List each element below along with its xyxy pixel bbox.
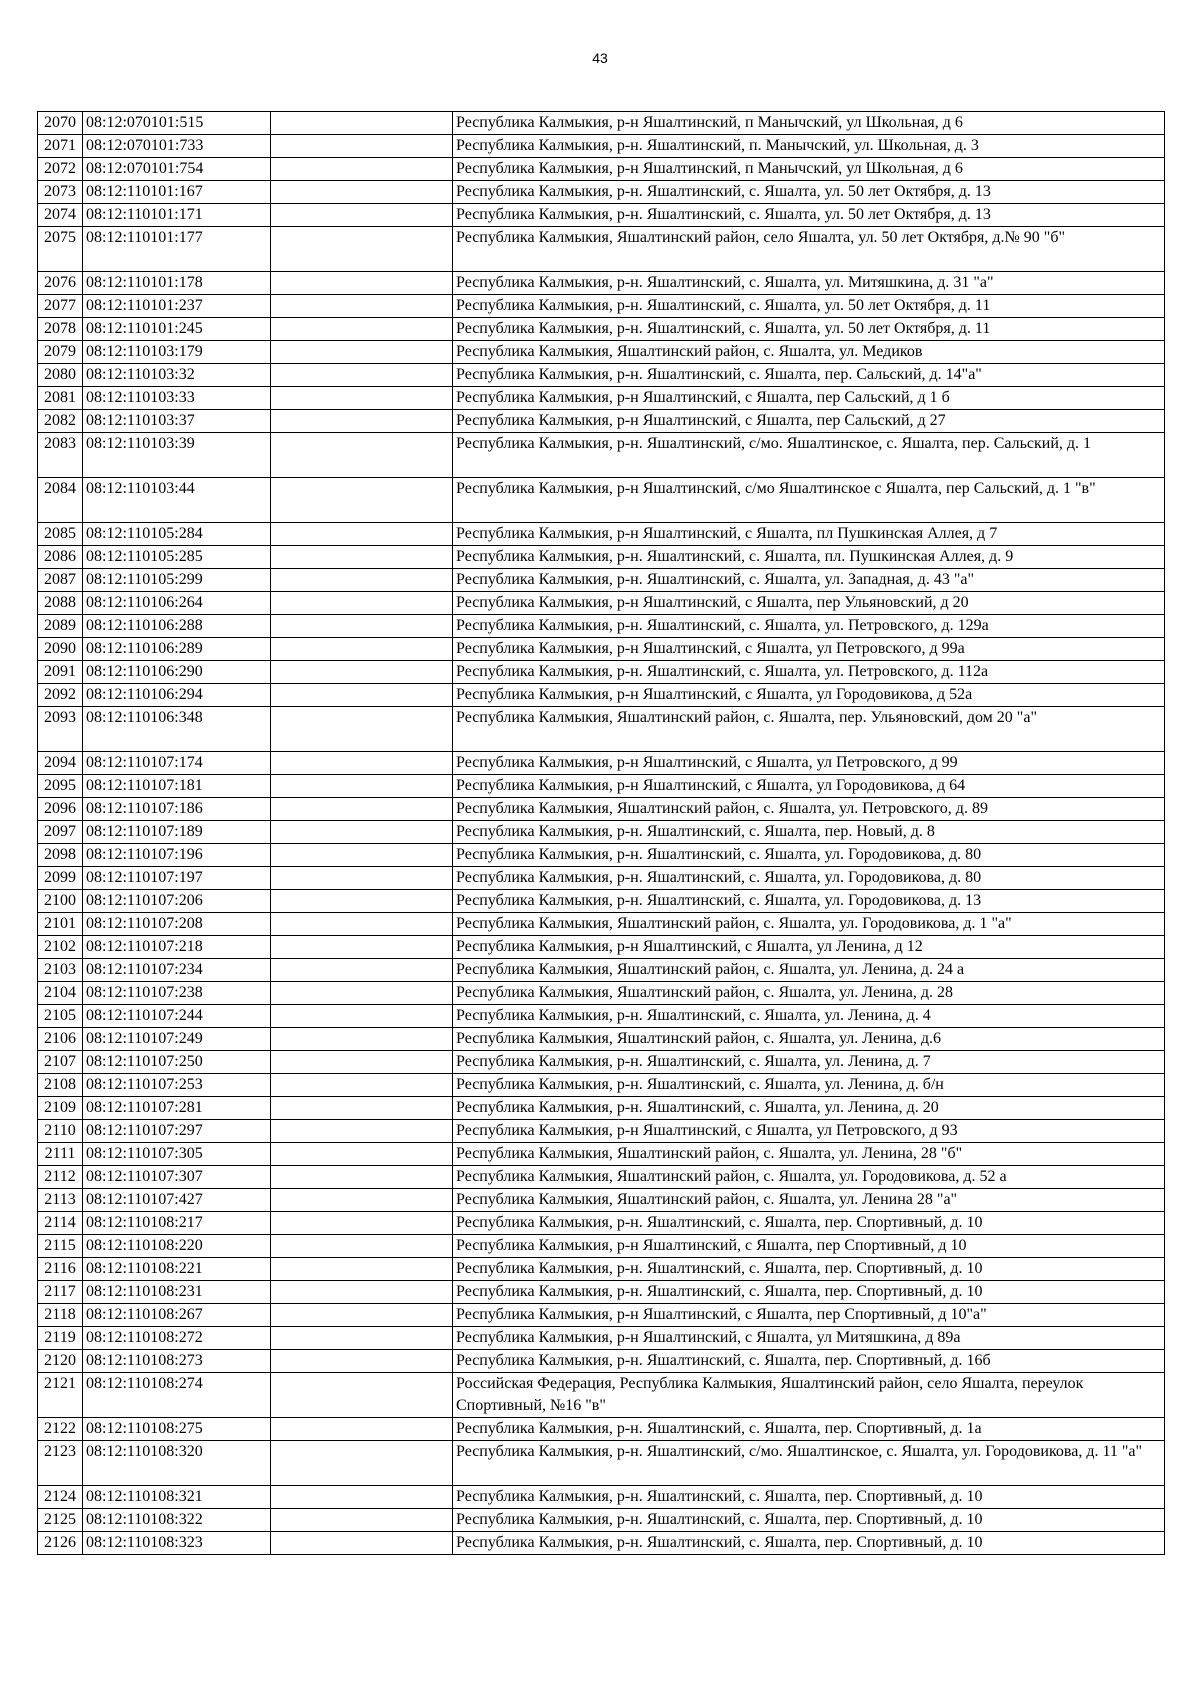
- cadastral-number-cell: 08:12:110107:238: [83, 982, 271, 1005]
- address-cell: Республика Калмыкия, р-н. Яшалтинский, с. Яшалта, ул. Ленина, д. 4: [453, 1005, 1165, 1028]
- cadastral-number-cell: 08:12:110103:33: [83, 387, 271, 410]
- address-cell: Республика Калмыкия, Яшалтинский район, с. Яшалта, ул. Петровского, д. 89: [453, 798, 1165, 821]
- row-number-cell: 2087: [38, 569, 83, 592]
- table-row: [38, 982, 1165, 1005]
- address-cell: Республика Калмыкия, р-н. Яшалтинский, с. Яшалта, пер. Спортивный, д. 1а: [453, 1418, 1165, 1441]
- empty-cell: [271, 1097, 453, 1120]
- address-cell: Республика Калмыкия, Яшалтинский район, с. Яшалта, ул. Ленина 28 "а": [453, 1189, 1165, 1212]
- table-row: [38, 615, 1165, 638]
- empty-cell: [271, 775, 453, 798]
- row-number-cell: 2084: [38, 478, 83, 523]
- cadastral-number-cell: 08:12:110101:177: [83, 227, 271, 272]
- cadastral-number-cell: 08:12:110107:281: [83, 1097, 271, 1120]
- table-row: [38, 523, 1165, 546]
- empty-cell: [271, 546, 453, 569]
- row-number-cell: 2101: [38, 913, 83, 936]
- table-row: [38, 1235, 1165, 1258]
- row-number-cell: 2123: [38, 1441, 83, 1486]
- cadastral-number-cell: 08:12:110107:305: [83, 1143, 271, 1166]
- empty-cell: [271, 982, 453, 1005]
- address-cell: Республика Калмыкия, р-н Яшалтинский, п Манычский, ул Школьная, д 6: [453, 158, 1165, 181]
- table-row: [38, 1281, 1165, 1304]
- empty-cell: [271, 798, 453, 821]
- row-number-cell: 2112: [38, 1166, 83, 1189]
- empty-cell: [271, 387, 453, 410]
- table-row: [38, 821, 1165, 844]
- address-cell: Республика Калмыкия, р-н Яшалтинский, с Яшалта, пл Пушкинская Аллея, д 7: [453, 523, 1165, 546]
- row-number-cell: 2090: [38, 638, 83, 661]
- empty-cell: [271, 135, 453, 158]
- address-cell: Республика Калмыкия, р-н. Яшалтинский, п. Манычский, ул. Школьная, д. 3: [453, 135, 1165, 158]
- table-row: [38, 433, 1165, 478]
- table-row: [38, 1304, 1165, 1327]
- cadastral-number-cell: 08:12:110105:285: [83, 546, 271, 569]
- address-cell: Республика Калмыкия, р-н Яшалтинский, с Яшалта, пер Сальский, д 1 б: [453, 387, 1165, 410]
- row-number-cell: 2078: [38, 318, 83, 341]
- empty-cell: [271, 1486, 453, 1509]
- empty-cell: [271, 1304, 453, 1327]
- row-number-cell: 2120: [38, 1350, 83, 1373]
- table-row: [38, 1350, 1165, 1373]
- row-number-cell: 2075: [38, 227, 83, 272]
- empty-cell: [271, 821, 453, 844]
- address-cell: Республика Калмыкия, р-н Яшалтинский, с Яшалта, ул Митяшкина, д 89а: [453, 1327, 1165, 1350]
- address-cell: Республика Калмыкия, р-н. Яшалтинский, с. Яшалта, пер. Спортивный, д. 10: [453, 1532, 1165, 1555]
- table-row: [38, 1509, 1165, 1532]
- empty-cell: [271, 1441, 453, 1486]
- empty-cell: [271, 478, 453, 523]
- address-cell: Республика Калмыкия, р-н. Яшалтинский, с. Яшалта, ул. 50 лет Октября, д. 11: [453, 295, 1165, 318]
- empty-cell: [271, 1327, 453, 1350]
- table-row: [38, 661, 1165, 684]
- address-cell: Республика Калмыкия, р-н. Яшалтинский, с. Яшалта, ул. Ленина, д. б/н: [453, 1074, 1165, 1097]
- row-number-cell: 2070: [38, 112, 83, 135]
- cadastral-number-cell: 08:12:110108:217: [83, 1212, 271, 1235]
- address-cell: Республика Калмыкия, р-н. Яшалтинский, с. Яшалта, пер. Новый, д. 8: [453, 821, 1165, 844]
- cadastral-number-cell: 08:12:110107:427: [83, 1189, 271, 1212]
- table-row: [38, 798, 1165, 821]
- empty-cell: [271, 318, 453, 341]
- cadastral-number-cell: 08:12:110106:348: [83, 707, 271, 752]
- table-row: [38, 1097, 1165, 1120]
- cadastral-number-cell: 08:12:110107:249: [83, 1028, 271, 1051]
- address-cell: Республика Калмыкия, Яшалтинский район, с. Яшалта, пер. Ульяновский, дом 20 "а": [453, 707, 1165, 752]
- address-cell: Республика Калмыкия, Яшалтинский район, с. Яшалта, ул. Ленина, 28 "б": [453, 1143, 1165, 1166]
- row-number-cell: 2125: [38, 1509, 83, 1532]
- table-row: [38, 295, 1165, 318]
- table-row: [38, 1005, 1165, 1028]
- row-number-cell: 2072: [38, 158, 83, 181]
- row-number-cell: 2111: [38, 1143, 83, 1166]
- cadastral-number-cell: 08:12:110108:320: [83, 1441, 271, 1486]
- empty-cell: [271, 227, 453, 272]
- cadastral-number-cell: 08:12:110106:288: [83, 615, 271, 638]
- empty-cell: [271, 295, 453, 318]
- row-number-cell: 2106: [38, 1028, 83, 1051]
- cadastral-number-cell: 08:12:110103:32: [83, 364, 271, 387]
- address-cell: Республика Калмыкия, р-н Яшалтинский, с Яшалта, пер Сальский, д 27: [453, 410, 1165, 433]
- cadastral-number-cell: 08:12:070101:515: [83, 112, 271, 135]
- cadastral-number-cell: 08:12:110108:322: [83, 1509, 271, 1532]
- table-row: [38, 478, 1165, 523]
- empty-cell: [271, 1235, 453, 1258]
- row-number-cell: 2085: [38, 523, 83, 546]
- empty-cell: [271, 1532, 453, 1555]
- row-number-cell: 2074: [38, 204, 83, 227]
- cadastral-number-cell: 08:12:110108:323: [83, 1532, 271, 1555]
- table-row: [38, 1532, 1165, 1555]
- cadastral-number-cell: 08:12:110107:253: [83, 1074, 271, 1097]
- row-number-cell: 2114: [38, 1212, 83, 1235]
- address-cell: Республика Калмыкия, р-н Яшалтинский, с Яшалта, ул Городовикова, д 64: [453, 775, 1165, 798]
- cadastral-number-cell: 08:12:110103:44: [83, 478, 271, 523]
- table-row: [38, 775, 1165, 798]
- table-row: [38, 1074, 1165, 1097]
- row-number-cell: 2088: [38, 592, 83, 615]
- address-cell: Республика Калмыкия, р-н Яшалтинский, с Яшалта, пер Спортивный, д 10"а": [453, 1304, 1165, 1327]
- table-row: [38, 1373, 1165, 1418]
- address-cell: Республика Калмыкия, р-н Яшалтинский, с Яшалта, пер Ульяновский, д 20: [453, 592, 1165, 615]
- cadastral-number-cell: 08:12:110107:196: [83, 844, 271, 867]
- registry-table: [37, 111, 1165, 1555]
- empty-cell: [271, 1028, 453, 1051]
- address-cell: Республика Калмыкия, р-н Яшалтинский, с Яшалта, ул Городовикова, д 52а: [453, 684, 1165, 707]
- row-number-cell: 2082: [38, 410, 83, 433]
- address-cell: Республика Калмыкия, р-н. Яшалтинский, с. Яшалта, пер. Сальский, д. 14"а": [453, 364, 1165, 387]
- cadastral-number-cell: 08:12:110108:221: [83, 1258, 271, 1281]
- row-number-cell: 2116: [38, 1258, 83, 1281]
- table-row: [38, 959, 1165, 982]
- empty-cell: [271, 752, 453, 775]
- row-number-cell: 2104: [38, 982, 83, 1005]
- table-row: [38, 410, 1165, 433]
- table-row: [38, 1143, 1165, 1166]
- address-cell: Республика Калмыкия, р-н. Яшалтинский, с. Яшалта, ул. Петровского, д. 112а: [453, 661, 1165, 684]
- address-cell: Республика Калмыкия, р-н. Яшалтинский, с. Яшалта, ул. Городовикова, д. 80: [453, 844, 1165, 867]
- empty-cell: [271, 1509, 453, 1532]
- cadastral-number-cell: 08:12:110106:264: [83, 592, 271, 615]
- row-number-cell: 2098: [38, 844, 83, 867]
- empty-cell: [271, 410, 453, 433]
- table-row: [38, 592, 1165, 615]
- empty-cell: [271, 341, 453, 364]
- row-number-cell: 2086: [38, 546, 83, 569]
- row-number-cell: 2077: [38, 295, 83, 318]
- cadastral-number-cell: 08:12:110107:297: [83, 1120, 271, 1143]
- table-row: [38, 1051, 1165, 1074]
- table-row: [38, 318, 1165, 341]
- address-cell: Республика Калмыкия, р-н. Яшалтинский, с. Яшалта, ул. Западная, д. 43 "а": [453, 569, 1165, 592]
- address-cell: Республика Калмыкия, р-н Яшалтинский, с Яшалта, ул Петровского, д 93: [453, 1120, 1165, 1143]
- cadastral-number-cell: 08:12:110106:289: [83, 638, 271, 661]
- row-number-cell: 2095: [38, 775, 83, 798]
- table-row: [38, 387, 1165, 410]
- cadastral-number-cell: 08:12:110107:218: [83, 936, 271, 959]
- empty-cell: [271, 112, 453, 135]
- empty-cell: [271, 1212, 453, 1235]
- table-row: [38, 1441, 1165, 1486]
- address-cell: Республика Калмыкия, р-н. Яшалтинский, с. Яшалта, ул. Городовикова, д. 80: [453, 867, 1165, 890]
- cadastral-number-cell: 08:12:110108:275: [83, 1418, 271, 1441]
- cadastral-number-cell: 08:12:110108:321: [83, 1486, 271, 1509]
- row-number-cell: 2092: [38, 684, 83, 707]
- table-row: [38, 684, 1165, 707]
- empty-cell: [271, 433, 453, 478]
- cadastral-number-cell: 08:12:110108:274: [83, 1373, 271, 1418]
- table-row: [38, 1486, 1165, 1509]
- table-row: [38, 341, 1165, 364]
- row-number-cell: 2115: [38, 1235, 83, 1258]
- empty-cell: [271, 1281, 453, 1304]
- row-number-cell: 2096: [38, 798, 83, 821]
- address-cell: Республика Калмыкия, р-н Яшалтинский, с Яшалта, пер Спортивный, д 10: [453, 1235, 1165, 1258]
- row-number-cell: 2107: [38, 1051, 83, 1074]
- row-number-cell: 2100: [38, 890, 83, 913]
- empty-cell: [271, 1005, 453, 1028]
- cadastral-number-cell: 08:12:110105:299: [83, 569, 271, 592]
- empty-cell: [271, 569, 453, 592]
- address-cell: Республика Калмыкия, р-н Яшалтинский, п Манычский, ул Школьная, д 6: [453, 112, 1165, 135]
- row-number-cell: 2099: [38, 867, 83, 890]
- table-row: [38, 1189, 1165, 1212]
- address-cell: Республика Калмыкия, Яшалтинский район, с. Яшалта, ул. Ленина, д. 28: [453, 982, 1165, 1005]
- row-number-cell: 2119: [38, 1327, 83, 1350]
- empty-cell: [271, 1120, 453, 1143]
- table-row: [38, 1212, 1165, 1235]
- row-number-cell: 2091: [38, 661, 83, 684]
- address-cell: Республика Калмыкия, Яшалтинский район, с. Яшалта, ул. Ленина, д.6: [453, 1028, 1165, 1051]
- table-row: [38, 546, 1165, 569]
- row-number-cell: 2083: [38, 433, 83, 478]
- empty-cell: [271, 867, 453, 890]
- cadastral-number-cell: 08:12:110105:284: [83, 523, 271, 546]
- empty-cell: [271, 1074, 453, 1097]
- empty-cell: [271, 1189, 453, 1212]
- address-cell: Республика Калмыкия, р-н Яшалтинский, с Яшалта, ул Петровского, д 99: [453, 752, 1165, 775]
- empty-cell: [271, 1143, 453, 1166]
- row-number-cell: 2076: [38, 272, 83, 295]
- empty-cell: [271, 364, 453, 387]
- cadastral-number-cell: 08:12:110107:307: [83, 1166, 271, 1189]
- row-number-cell: 2110: [38, 1120, 83, 1143]
- cadastral-number-cell: 08:12:110106:290: [83, 661, 271, 684]
- empty-cell: [271, 1258, 453, 1281]
- cadastral-number-cell: 08:12:110101:237: [83, 295, 271, 318]
- empty-cell: [271, 1166, 453, 1189]
- empty-cell: [271, 1373, 453, 1418]
- row-number-cell: 2105: [38, 1005, 83, 1028]
- row-number-cell: 2124: [38, 1486, 83, 1509]
- empty-cell: [271, 204, 453, 227]
- empty-cell: [271, 1051, 453, 1074]
- address-cell: Республика Калмыкия, Яшалтинский район, с. Яшалта, ул. Ленина, д. 24 а: [453, 959, 1165, 982]
- address-cell: Республика Калмыкия, р-н. Яшалтинский, с. Яшалта, пер. Спортивный, д. 10: [453, 1509, 1165, 1532]
- cadastral-number-cell: 08:12:110107:181: [83, 775, 271, 798]
- cadastral-number-cell: 08:12:110103:39: [83, 433, 271, 478]
- row-number-cell: 2103: [38, 959, 83, 982]
- address-cell: Республика Калмыкия, р-н. Яшалтинский, с. Яшалта, пер. Спортивный, д. 10: [453, 1212, 1165, 1235]
- cadastral-number-cell: 08:12:070101:733: [83, 135, 271, 158]
- address-cell: Республика Калмыкия, р-н. Яшалтинский, с. Яшалта, ул. Ленина, д. 20: [453, 1097, 1165, 1120]
- table-row: [38, 752, 1165, 775]
- empty-cell: [271, 615, 453, 638]
- row-number-cell: 2093: [38, 707, 83, 752]
- address-cell: Республика Калмыкия, р-н. Яшалтинский, с. Яшалта, ул. Городовикова, д. 13: [453, 890, 1165, 913]
- row-number-cell: 2118: [38, 1304, 83, 1327]
- empty-cell: [271, 936, 453, 959]
- address-cell: Республика Калмыкия, р-н Яшалтинский, с/мо Яшалтинское с Яшалта, пер Сальский, д. 1 "в": [453, 478, 1165, 523]
- empty-cell: [271, 684, 453, 707]
- table-row: [38, 1418, 1165, 1441]
- cadastral-number-cell: 08:12:110101:245: [83, 318, 271, 341]
- cadastral-number-cell: 08:12:110108:273: [83, 1350, 271, 1373]
- address-cell: Республика Калмыкия, р-н. Яшалтинский, с. Яшалта, ул. Петровского, д. 129а: [453, 615, 1165, 638]
- empty-cell: [271, 959, 453, 982]
- cadastral-number-cell: 08:12:110107:189: [83, 821, 271, 844]
- table-row: [38, 181, 1165, 204]
- table-row: [38, 227, 1165, 272]
- cadastral-number-cell: 08:12:110107:186: [83, 798, 271, 821]
- empty-cell: [271, 523, 453, 546]
- row-number-cell: 2126: [38, 1532, 83, 1555]
- table-row: [38, 913, 1165, 936]
- table-row: [38, 707, 1165, 752]
- cadastral-number-cell: 08:12:110107:206: [83, 890, 271, 913]
- table-row: [38, 158, 1165, 181]
- table-row: [38, 364, 1165, 387]
- address-cell: Республика Калмыкия, р-н. Яшалтинский, с. Яшалта, пер. Спортивный, д. 16б: [453, 1350, 1165, 1373]
- table-row: [38, 844, 1165, 867]
- cadastral-number-cell: 08:12:110107:197: [83, 867, 271, 890]
- address-cell: Республика Калмыкия, р-н. Яшалтинский, с. Яшалта, ул. 50 лет Октября, д. 13: [453, 204, 1165, 227]
- address-cell: Республика Калмыкия, р-н. Яшалтинский, с. Яшалта, ул. 50 лет Октября, д. 11: [453, 318, 1165, 341]
- table-row: [38, 1120, 1165, 1143]
- table-row: [38, 867, 1165, 890]
- empty-cell: [271, 1418, 453, 1441]
- cadastral-number-cell: 08:12:110103:37: [83, 410, 271, 433]
- cadastral-number-cell: 08:12:110108:220: [83, 1235, 271, 1258]
- row-number-cell: 2121: [38, 1373, 83, 1418]
- address-cell: Республика Калмыкия, р-н. Яшалтинский, с. Яшалта, пл. Пушкинская Аллея, д. 9: [453, 546, 1165, 569]
- empty-cell: [271, 913, 453, 936]
- row-number-cell: 2102: [38, 936, 83, 959]
- table-row: [38, 1327, 1165, 1350]
- address-cell: Республика Калмыкия, р-н. Яшалтинский, с. Яшалта, пер. Спортивный, д. 10: [453, 1486, 1165, 1509]
- empty-cell: [271, 707, 453, 752]
- cadastral-number-cell: 08:12:110101:167: [83, 181, 271, 204]
- address-cell: Республика Калмыкия, Яшалтинский район, с. Яшалта, ул. Медиков: [453, 341, 1165, 364]
- empty-cell: [271, 890, 453, 913]
- table-row: [38, 1258, 1165, 1281]
- address-cell: Республика Калмыкия, р-н. Яшалтинский, с/мо. Яшалтинское, с. Яшалта, пер. Сальский, д. 1: [453, 433, 1165, 478]
- cadastral-number-cell: 08:12:110106:294: [83, 684, 271, 707]
- row-number-cell: 2071: [38, 135, 83, 158]
- table-row: [38, 1028, 1165, 1051]
- address-cell: Республика Калмыкия, р-н. Яшалтинский, с/мо. Яшалтинское, с. Яшалта, ул. Городовикова, д. 11 "а": [453, 1441, 1165, 1486]
- address-cell: Республика Калмыкия, р-н. Яшалтинский, с. Яшалта, пер. Спортивный, д. 10: [453, 1258, 1165, 1281]
- empty-cell: [271, 661, 453, 684]
- address-cell: Российская Федерация, Республика Калмыкия, Яшалтинский район, село Яшалта, переулок Спортивный, №16 "в": [453, 1373, 1165, 1418]
- row-number-cell: 2089: [38, 615, 83, 638]
- address-cell: Республика Калмыкия, Яшалтинский район, село Яшалта, ул. 50 лет Октября, д.№ 90 "б": [453, 227, 1165, 272]
- cadastral-number-cell: 08:12:110107:250: [83, 1051, 271, 1074]
- table-row: [38, 569, 1165, 592]
- row-number-cell: 2080: [38, 364, 83, 387]
- address-cell: Республика Калмыкия, Яшалтинский район, с. Яшалта, ул. Городовикова, д. 52 а: [453, 1166, 1165, 1189]
- table-row: [38, 272, 1165, 295]
- row-number-cell: 2097: [38, 821, 83, 844]
- cadastral-number-cell: 08:12:110107:234: [83, 959, 271, 982]
- cadastral-number-cell: 08:12:070101:754: [83, 158, 271, 181]
- address-cell: Республика Калмыкия, р-н Яшалтинский, с Яшалта, ул Ленина, д 12: [453, 936, 1165, 959]
- table-row: [38, 936, 1165, 959]
- row-number-cell: 2122: [38, 1418, 83, 1441]
- cadastral-number-cell: 08:12:110107:208: [83, 913, 271, 936]
- row-number-cell: 2108: [38, 1074, 83, 1097]
- row-number-cell: 2117: [38, 1281, 83, 1304]
- cadastral-number-cell: 08:12:110103:179: [83, 341, 271, 364]
- address-cell: Республика Калмыкия, р-н. Яшалтинский, с. Яшалта, ул. Ленина, д. 7: [453, 1051, 1165, 1074]
- cadastral-number-cell: 08:12:110108:231: [83, 1281, 271, 1304]
- table-row: [38, 890, 1165, 913]
- cadastral-number-cell: 08:12:110107:174: [83, 752, 271, 775]
- address-cell: Республика Калмыкия, р-н Яшалтинский, с Яшалта, ул Петровского, д 99а: [453, 638, 1165, 661]
- empty-cell: [271, 181, 453, 204]
- registry-table-body: [38, 112, 1165, 1555]
- table-row: [38, 112, 1165, 135]
- table-row: [38, 1166, 1165, 1189]
- cadastral-number-cell: 08:12:110101:171: [83, 204, 271, 227]
- row-number-cell: 2113: [38, 1189, 83, 1212]
- row-number-cell: 2094: [38, 752, 83, 775]
- cadastral-number-cell: 08:12:110101:178: [83, 272, 271, 295]
- table-row: [38, 135, 1165, 158]
- row-number-cell: 2073: [38, 181, 83, 204]
- row-number-cell: 2079: [38, 341, 83, 364]
- empty-cell: [271, 158, 453, 181]
- empty-cell: [271, 844, 453, 867]
- address-cell: Республика Калмыкия, р-н. Яшалтинский, с. Яшалта, ул. 50 лет Октября, д. 13: [453, 181, 1165, 204]
- empty-cell: [271, 592, 453, 615]
- row-number-cell: 2109: [38, 1097, 83, 1120]
- table-row: [38, 638, 1165, 661]
- address-cell: Республика Калмыкия, р-н. Яшалтинский, с. Яшалта, ул. Митяшкина, д. 31 "а": [453, 272, 1165, 295]
- page-number: 43: [592, 50, 608, 66]
- table-row: [38, 204, 1165, 227]
- cadastral-number-cell: 08:12:110107:244: [83, 1005, 271, 1028]
- empty-cell: [271, 272, 453, 295]
- address-cell: Республика Калмыкия, р-н. Яшалтинский, с. Яшалта, пер. Спортивный, д. 10: [453, 1281, 1165, 1304]
- row-number-cell: 2081: [38, 387, 83, 410]
- cadastral-number-cell: 08:12:110108:272: [83, 1327, 271, 1350]
- address-cell: Республика Калмыкия, Яшалтинский район, с. Яшалта, ул. Городовикова, д. 1 "а": [453, 913, 1165, 936]
- empty-cell: [271, 638, 453, 661]
- cadastral-number-cell: 08:12:110108:267: [83, 1304, 271, 1327]
- empty-cell: [271, 1350, 453, 1373]
